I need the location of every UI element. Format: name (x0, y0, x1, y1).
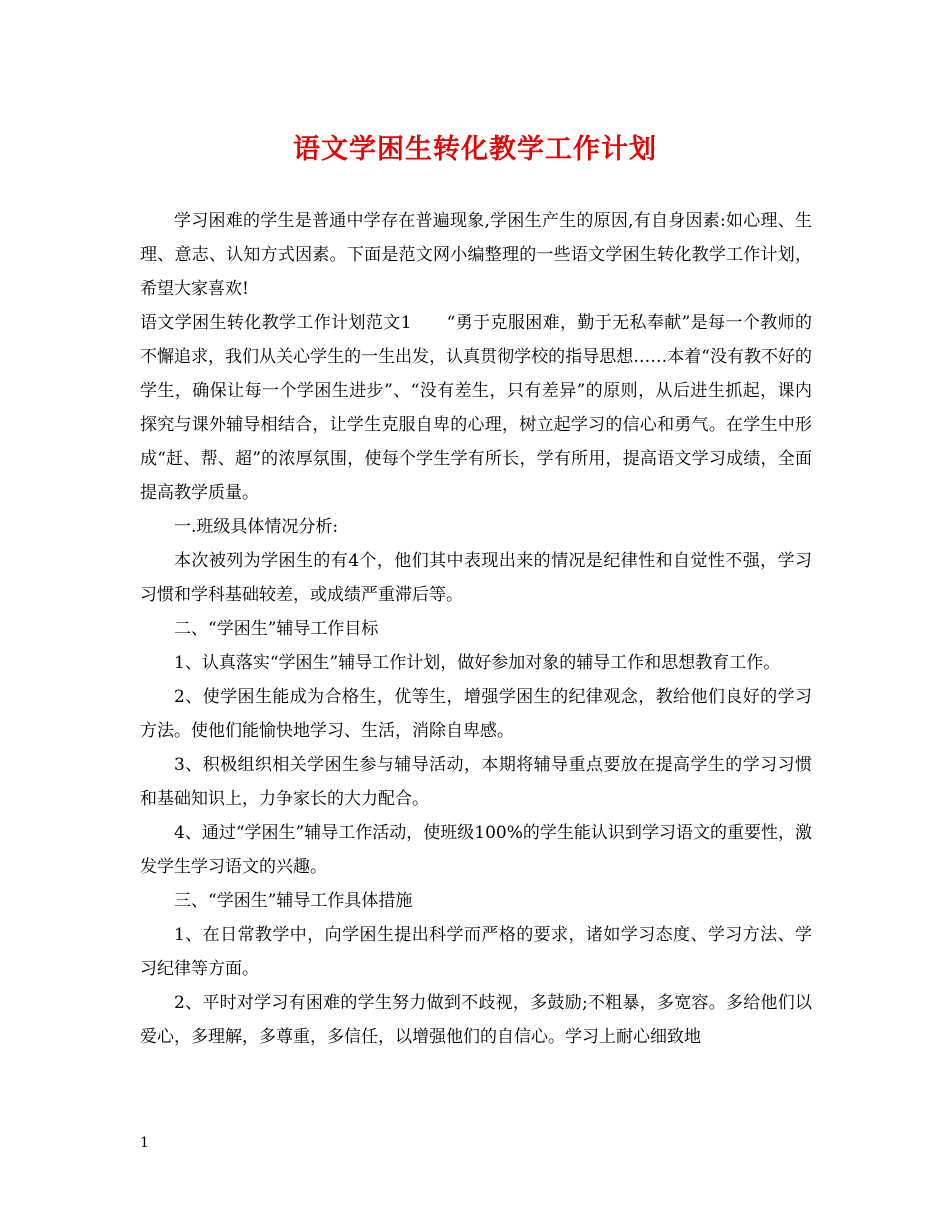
section1-paragraph: 本次被列为学困生的有4个，他们其中表现出来的情况是纪律性和自觉性不强，学习习惯和学科基础较差，或成绩严重滞后等。 (140, 551, 812, 605)
document-body (140, 204, 812, 1054)
goal-item-4: 4、通过“学困生”辅导工作活动，使班级100%的学生能认识到学习语文的重要性，激发学生学习语文的兴趣。 (140, 823, 812, 877)
measure-item-1: 1、在日常教学中，向学困生提出科学而严格的要求，诸如学习态度、学习方法、学习纪律等方面。 (140, 925, 812, 979)
sample-heading-paragraph: 语文学困生转化教学工作计划范文1 “勇于克服困难，勤于无私奉献”是每一个教师的不懈追求，我们从关心学生的一生出发，认真贯彻学校的指导思想……本着“没有教不好的学生，确保让每一个学困生进步”、“没有差生，只有差异”的原则，从后进生抓起，课内探究与课外辅导相结合，让学生克服自卑的心理，树立起学习的信心和勇气。在学生中形成“赶、帮、超”的浓厚氛围，使每个学生学有所长，学有所用，提高语文学习成绩，全面提高教学质量。 (140, 313, 812, 503)
document-title: 语文学困生转化教学工作计划 (293, 134, 657, 165)
section-heading-3: 三、“学困生”辅导工作具体措施 (174, 891, 413, 911)
goal-item-2: 2、使学困生能成为合格生，优等生，增强学困生的纪律观念，教给他们良好的学习方法。使他们能愉快地学习、生活，消除自卑感。 (140, 687, 812, 741)
intro-paragraph: 学习困难的学生是普通中学存在普遍现象,学困生产生的原因,有自身因素:如心理、生理、意志、认知方式因素。下面是范文网小编整理的一些语文学困生转化教学工作计划，希望大家喜欢! (140, 211, 812, 299)
section-heading-2: 二、“学困生”辅导工作目标 (174, 619, 379, 639)
goal-item-3: 3、积极组织相关学困生参与辅导活动，本期将辅导重点要放在提高学生的学习习惯和基础知识上，力争家长的大力配合。 (140, 755, 812, 809)
goal-item-1: 1、认真落实“学困生”辅导工作计划，做好参加对象的辅导工作和思想教育工作。 (174, 653, 781, 673)
page-number: 1 (140, 1135, 149, 1151)
measure-item-2: 2、平时对学习有困难的学生努力做到不歧视，多鼓励;不粗暴，多宽容。多给他们以爱心，多理解，多尊重，多信任，以增强他们的自信心。学习上耐心细致地 (140, 993, 812, 1047)
section-heading-1: 一.班级具体情况分析: (174, 517, 339, 537)
